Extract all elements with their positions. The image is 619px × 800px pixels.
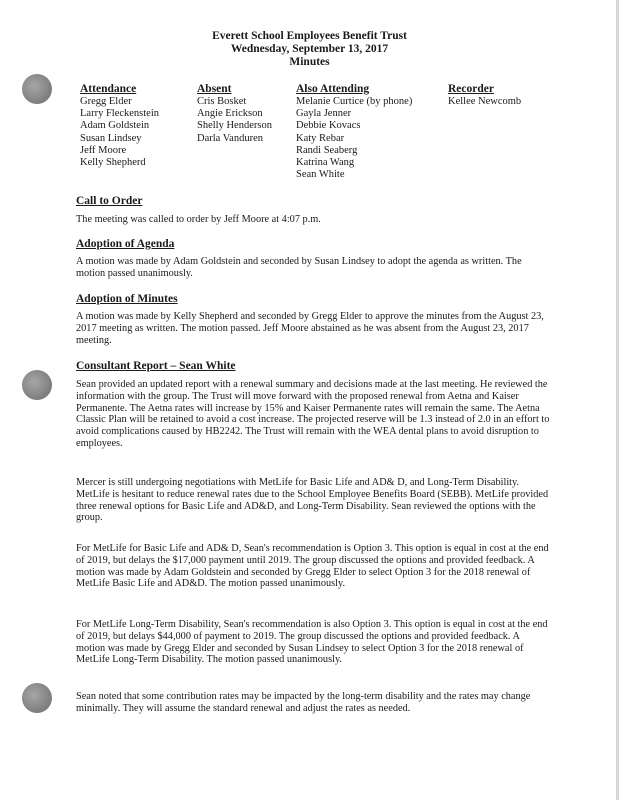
attendee-name: Gregg Elder xyxy=(80,96,132,107)
consultant-paragraph-4: For MetLife Long-Term Disability, Sean's recommendation is also Option 3. This option is equal in cost at the end of 2019, but delays $44,000 of payment to 2019. The group discussed the options and provided feedback. A motion was made by Gregg Elder and seconded by Susan Lindsey to select Option 3 for the 2018 renewal of MetLife Long-Term Disability. The motion passed unanimously. xyxy=(76,619,548,666)
guest-name: Randi Seaberg xyxy=(296,144,358,156)
also-attending-column xyxy=(296,83,412,181)
attendance-column xyxy=(80,83,159,169)
recorder-heading: Recorder xyxy=(448,83,494,95)
punch-hole-bottom xyxy=(22,683,52,713)
absent-name: Shelly Henderson xyxy=(197,120,272,132)
absent-name: Angie Erickson xyxy=(197,108,263,120)
absent-name: Darla Vanduren xyxy=(197,132,263,144)
consultant-paragraph-5: Sean noted that some contribution rates may be impacted by the long-term disability and the rates may change minimally. They will assume the standard renewal and adjust the rates as needed. xyxy=(76,691,531,714)
consultant-report-heading: Consultant Report – Sean White xyxy=(76,360,236,372)
guest-name: Katrina Wang xyxy=(296,157,355,169)
absent-name: Cris Bosket xyxy=(197,96,247,107)
attendee-name: Susan Lindsey xyxy=(80,132,142,144)
punch-hole-middle xyxy=(22,370,52,400)
attendee-name: Kelly Shepherd xyxy=(80,157,146,169)
consultant-paragraph-2: Mercer is still undergoing negotiations with MetLife for Basic Life and AD& D, and Long-Term Disability. MetLife is hesitant to reduce renewal rates due to the School Employee Benefits Board (SEBB). MetLife provided three renewal options for Basic Life and AD&D, and Long-Term Disability. Sean reviewed the options with the group. xyxy=(76,477,549,524)
attendee-name: Jeff Moore xyxy=(80,144,127,156)
call-to-order-text: The meeting was called to order by Jeff Moore at 4:07 p.m. xyxy=(76,214,321,225)
adoption-minutes-heading: Adoption of Minutes xyxy=(76,293,178,305)
absent-column xyxy=(197,83,272,145)
punch-hole-top xyxy=(22,74,52,104)
attendance-heading: Attendance xyxy=(80,83,137,95)
guest-name: Katy Rebar xyxy=(296,132,345,144)
recorder-column xyxy=(448,83,521,108)
consultant-paragraph-3: For MetLife for Basic Life and AD& D, Sean's recommendation is Option 3. This option is equal in cost at the end of 2019, but delays the $17,000 payment until 2019. The group discussed the options and provided feedback. A motion was made by Adam Goldstein and seconded by Gregg Elder to select Option 3 for the 2018 renewal of MetLife Basic Life and AD&D. The motion passed unanimously. xyxy=(76,543,549,590)
also-attending-heading: Also Attending xyxy=(296,83,370,95)
adoption-agenda-text: A motion was made by Adam Goldstein and seconded by Susan Lindsey to adopt the agenda as written. The motion passed unanimously. xyxy=(76,256,522,279)
call-to-order-heading: Call to Order xyxy=(76,195,143,207)
adoption-minutes-text: A motion was made by Kelly Shepherd and seconded by Gregg Elder to approve the minutes from the August 23, 2017 meeting as written. The motion passed. Jeff Moore abstained as he was absent from the August 23, 2017 meeting. xyxy=(76,311,544,346)
guest-name: Melanie Curtice (by phone) xyxy=(296,96,413,107)
doc-title: Everett School Employees Benefit Trust xyxy=(212,30,407,42)
attendee-name: Larry Fleckenstein xyxy=(80,108,160,120)
attendee-name: Adam Goldstein xyxy=(80,120,150,132)
doc-subtitle: Minutes xyxy=(289,56,330,68)
guest-name: Sean White xyxy=(296,169,345,181)
absent-heading: Absent xyxy=(197,83,232,95)
adoption-agenda-heading: Adoption of Agenda xyxy=(76,238,175,250)
guest-name: Debbie Kovacs xyxy=(296,120,361,132)
recorder-name: Kellee Newcomb xyxy=(448,96,522,107)
consultant-paragraph-1: Sean provided an updated report with a renewal summary and decisions made at the last meeting. He reviewed the information with the group. The Trust will move forward with the proposed renewal from Aetna and Kaiser Permanente. The Aetna rates will increase by 15% and Kaiser Permanente rates will remain the same. The Aetna Classic Plan will be retained to avoid a cost increase. The projected reserve will be 1.3 instead of 2.0 in an effort to avoid complications caused by HB2242. The Trust will remain with the WEA dental plans to avoid disruption to employees. xyxy=(76,379,550,449)
meeting-date: Wednesday, September 13, 2017 xyxy=(230,43,389,55)
guest-name: Gayla Jenner xyxy=(296,108,352,120)
